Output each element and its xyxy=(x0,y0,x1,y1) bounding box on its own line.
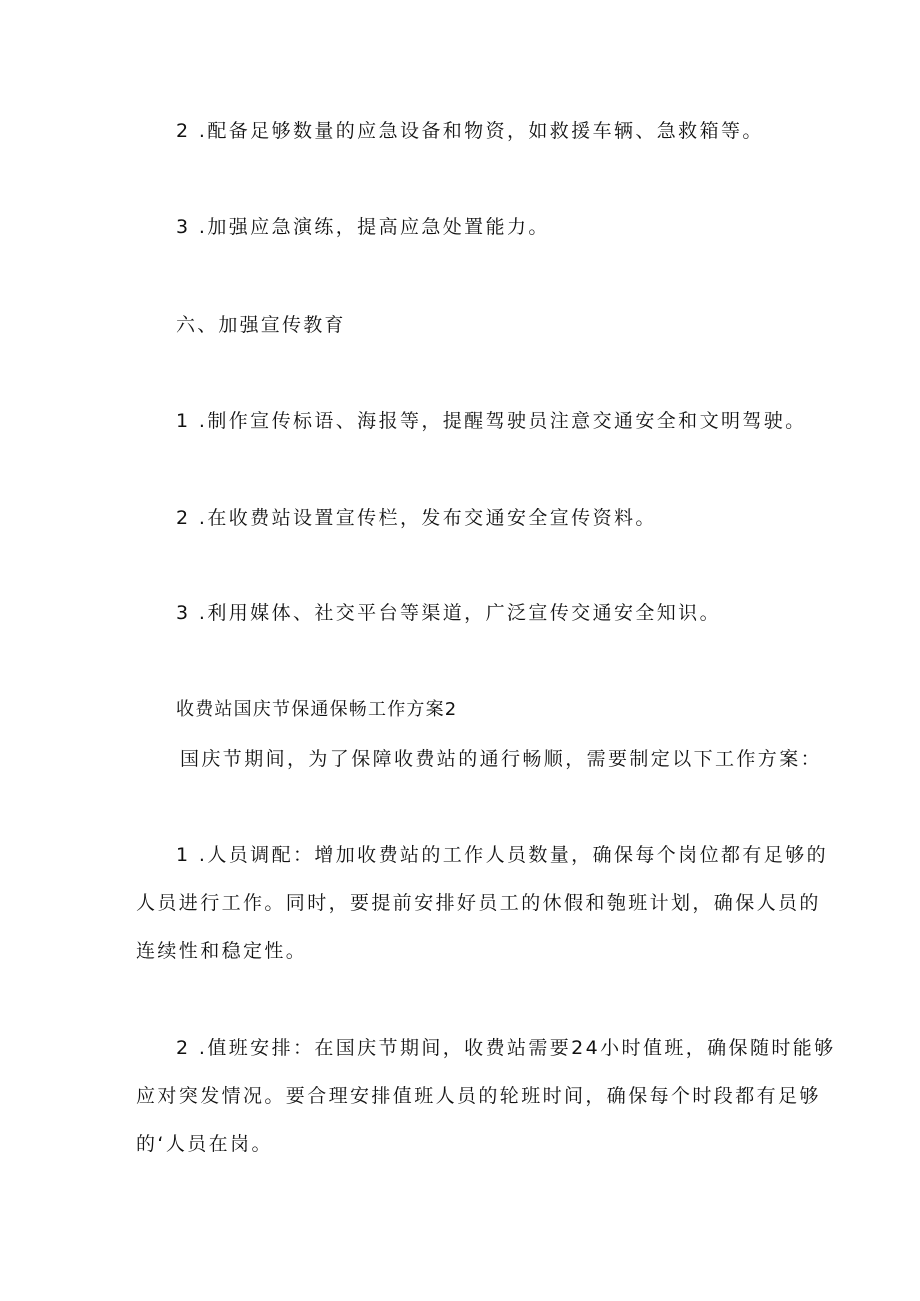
plan2-item-1-line-3: 连续性和稳定性。 xyxy=(136,940,308,962)
plan2-item-2-line-1: 2 .值班安排：在国庆节期间，收费站需要24小时值班，确保随时能够 xyxy=(176,1037,836,1059)
section6-item-2: 2 .在收费站设置宣传栏，发布交通安全宣传资料。 xyxy=(176,507,657,529)
section6-item-1: 1 .制作宣传标语、海报等，提醒驾驶员注意交通安全和文明驾驶。 xyxy=(176,410,807,432)
section5-item-2: 2 .配备足够数量的应急设备和物资，如救援车辆、急救箱等。 xyxy=(176,120,764,142)
plan2-item-1-line-1: 1 .人员调配：增加收费站的工作人员数量，确保每个岗位都有足够的 xyxy=(176,844,828,866)
plan2-intro: 国庆节期间，为了保障收费站的通行畅顺，需要制定以下工作方案： xyxy=(180,748,823,770)
plan2-item-2-line-3: 的‘人员在岗。 xyxy=(136,1133,273,1155)
plan2-item-1-line-2: 人员进行工作。同时，要提前安排好员工的休假和匏班计划，确保人员的 xyxy=(136,892,821,914)
section6-item-3: 3 .利用媒体、社交平台等渠道，广泛宣传交通安全知识。 xyxy=(176,602,721,624)
section5-item-3: 3 .加强应急演练，提高应急处置能力。 xyxy=(176,216,550,238)
section6-heading: 六、加强宣传教育 xyxy=(176,314,346,336)
plan2-title: 收费站国庆节保通保畅工作方案2 xyxy=(176,699,458,720)
plan2-item-2-line-2: 应对突发情况。要合理安排值班人员的轮班时间，确保每个时段都有足够 xyxy=(136,1085,821,1107)
